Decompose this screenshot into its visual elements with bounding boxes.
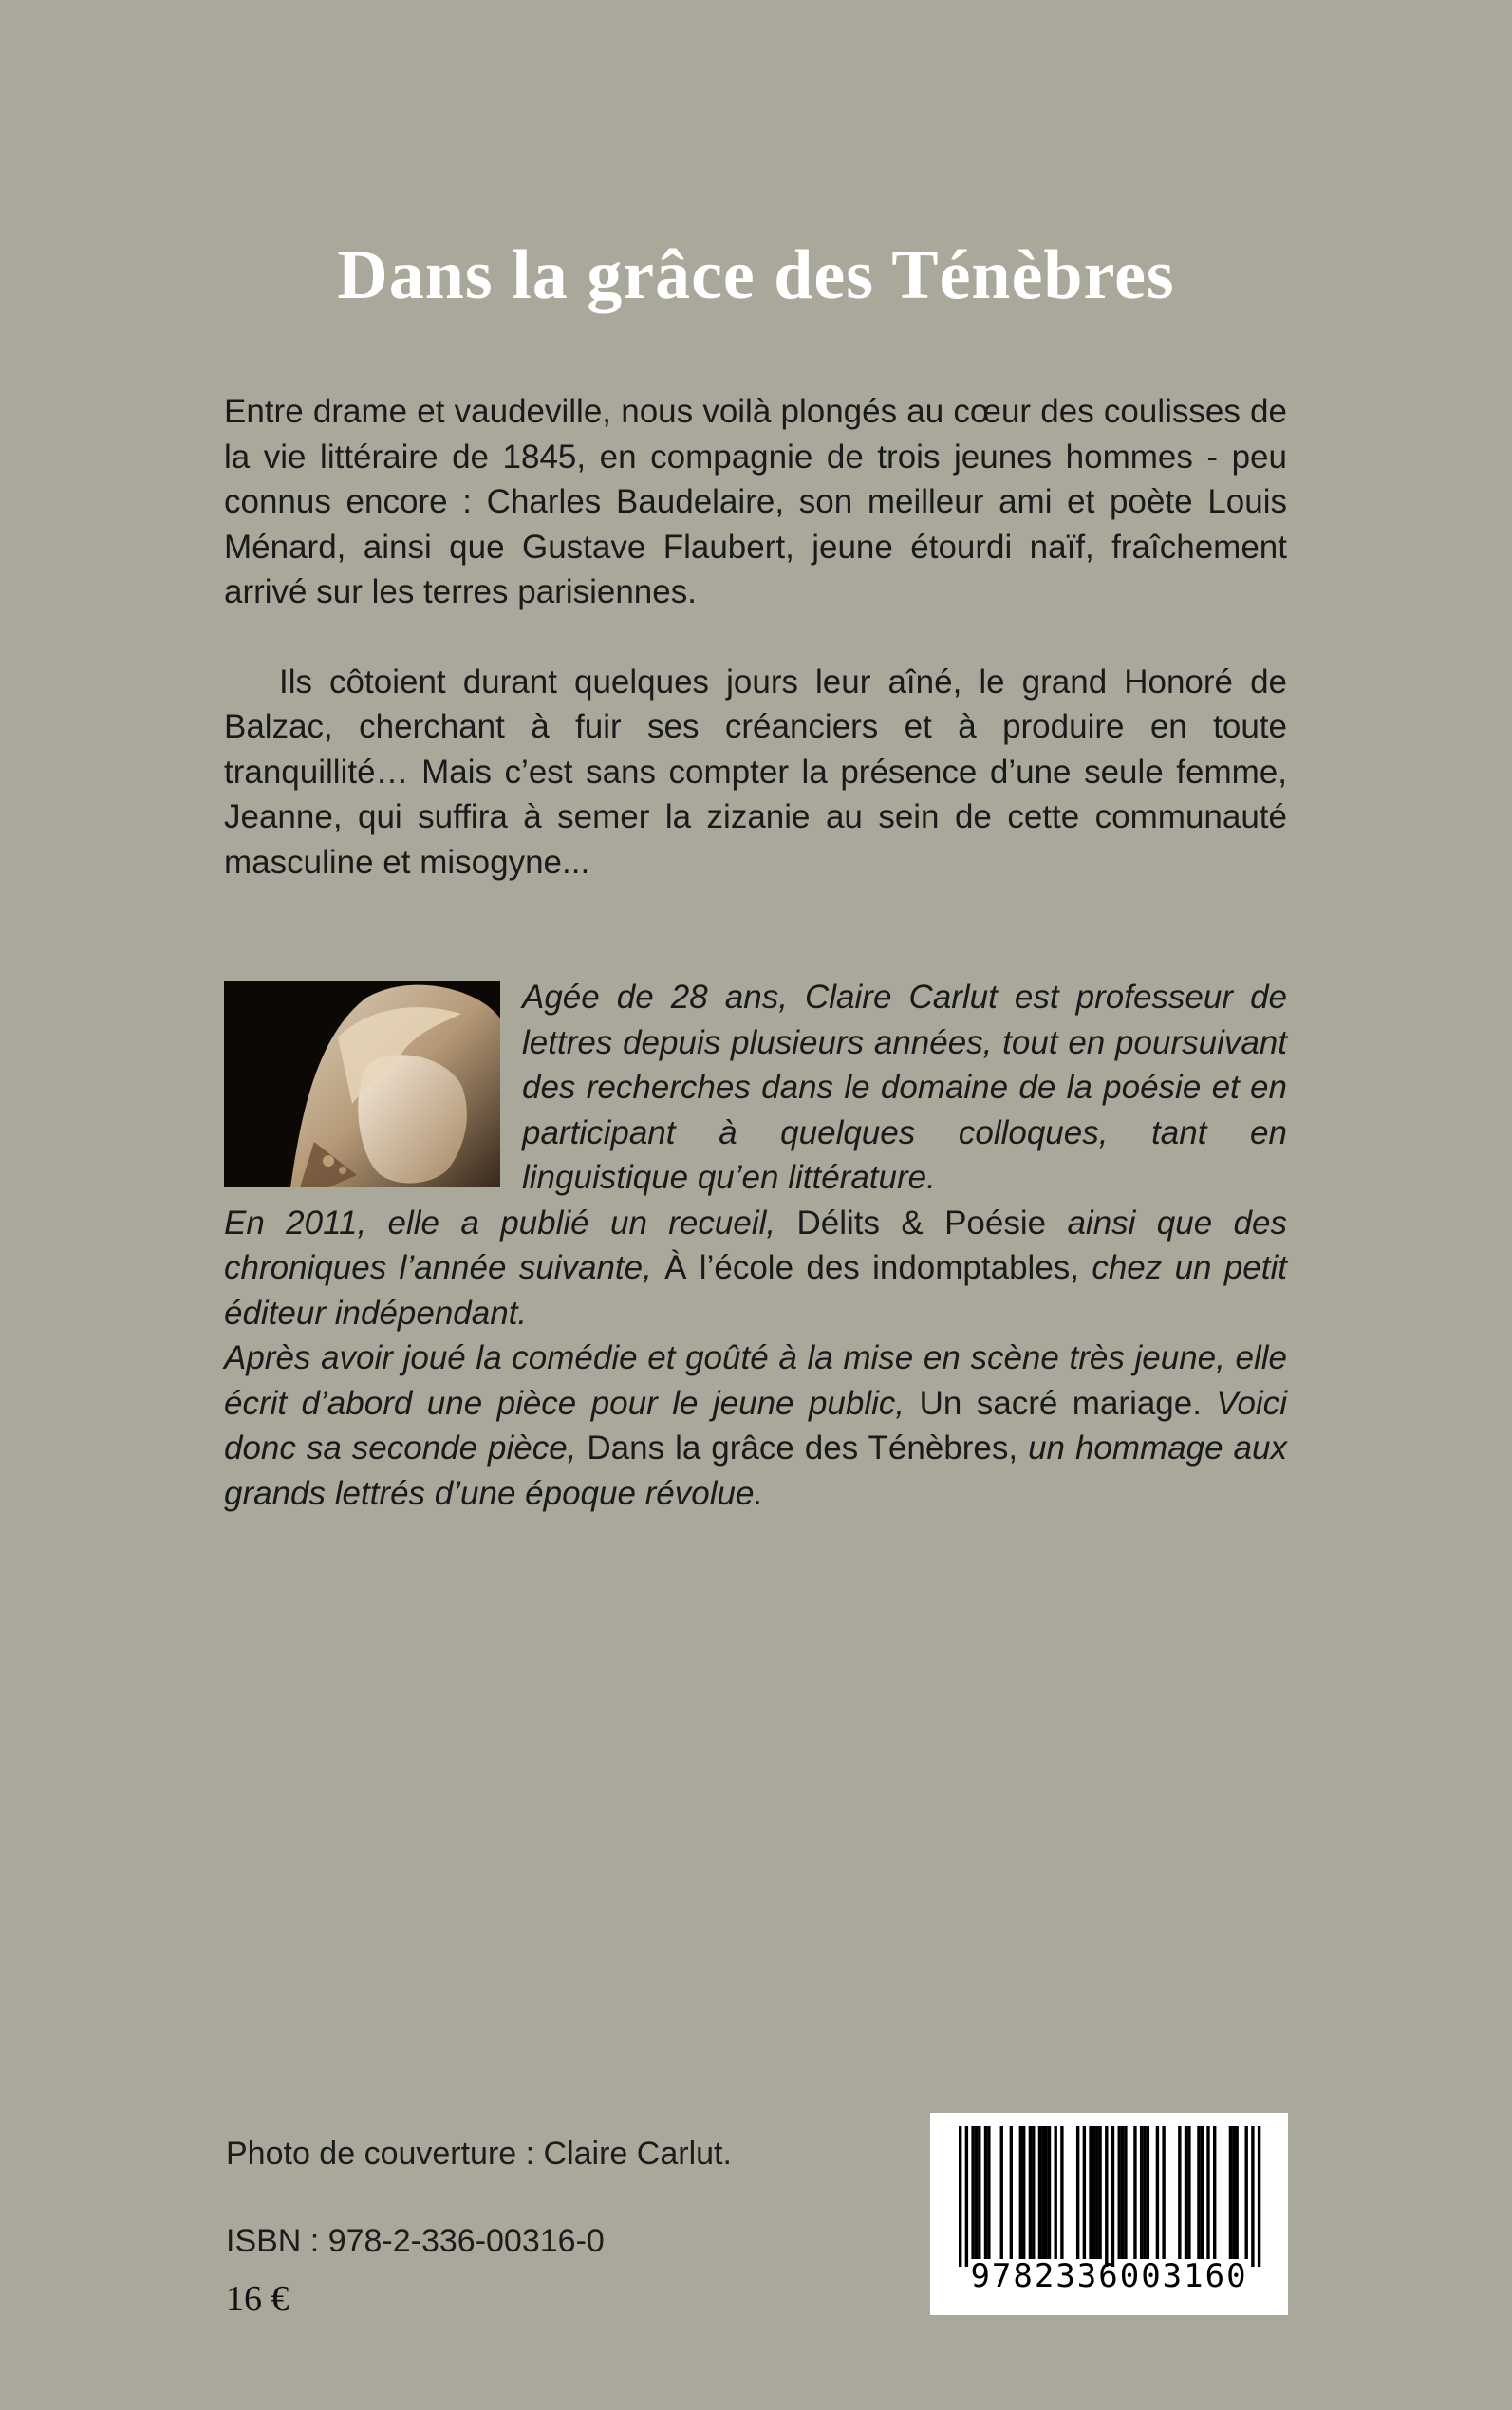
bio-text: chez un petit éditeur indépendant. xyxy=(224,1249,1287,1332)
barcode-bar xyxy=(1105,2126,1108,2267)
barcode-bar xyxy=(971,2126,974,2259)
barcode-bar xyxy=(1162,2126,1165,2259)
barcode-bar xyxy=(987,2126,990,2259)
barcode-bar xyxy=(984,2126,987,2259)
barcode-bar xyxy=(1197,2126,1200,2259)
barcode-bar xyxy=(1258,2126,1260,2267)
barcode-bar xyxy=(1133,2126,1136,2259)
price: 16 € xyxy=(226,2279,289,2319)
barcode-bar xyxy=(1032,2126,1035,2259)
photo-credit: Photo de couverture : Claire Carlut. xyxy=(226,2136,732,2172)
barcode-bar xyxy=(1147,2126,1149,2259)
barcode-bar xyxy=(1232,2126,1235,2259)
bio-text: ainsi que des chroniques l’année suivante, xyxy=(224,1204,1287,1286)
barcode-bar xyxy=(1055,2126,1057,2259)
barcode-bar xyxy=(1121,2126,1124,2259)
barcode-bar xyxy=(1076,2126,1079,2259)
barcode-bar xyxy=(1060,2126,1063,2259)
barcode-bar xyxy=(1143,2126,1146,2259)
barcode-bar xyxy=(1041,2126,1044,2259)
barcode-bar xyxy=(975,2126,978,2259)
barcode-bar xyxy=(1022,2126,1025,2259)
bio-text: Voici donc sa seconde pièce, xyxy=(224,1384,1287,1467)
barcode-bar xyxy=(1201,2126,1204,2259)
barcode-bar xyxy=(1178,2126,1181,2259)
bio-paragraph-2 xyxy=(224,1201,1287,1336)
barcode-bar xyxy=(1098,2126,1101,2259)
barcode-bar xyxy=(1229,2126,1232,2259)
barcode-bar xyxy=(1213,2126,1216,2259)
synopsis xyxy=(224,389,1287,885)
barcode xyxy=(930,2113,1288,2315)
book-title-reference: Un sacré mariage. xyxy=(905,1384,1217,1422)
bio-text: En 2011, elle a publié un recueil, xyxy=(224,1204,776,1242)
barcode-bar xyxy=(1156,2126,1159,2259)
barcode-bar xyxy=(1111,2126,1114,2267)
book-title: Dans la grâce des Ténèbres xyxy=(337,236,1175,314)
barcode-bar xyxy=(1185,2126,1187,2259)
barcode-bar xyxy=(1124,2126,1127,2259)
barcode-bar xyxy=(1000,2126,1003,2259)
photo-spacer xyxy=(224,975,522,1199)
synopsis-paragraph-1: Entre drame et vaudeville, nous voilà plongés au cœur des coulisses de la vie littéraire de 1845, en compagnie de trois jeunes hommes - peu connus encore : Charles Baudelaire, son meilleur ami et poète Louis Ménard, ainsi que Gustave Flaubert, jeune étourdi naïf, fraîchement arrivé sur les terres parisiennes. xyxy=(224,393,1287,610)
barcode-bar xyxy=(1019,2126,1022,2259)
barcode-bar xyxy=(1089,2126,1092,2259)
barcode-bar xyxy=(959,2126,961,2267)
barcode-bar xyxy=(1044,2126,1047,2259)
barcode-bar xyxy=(1187,2126,1190,2259)
barcode-bar xyxy=(1251,2126,1254,2267)
barcode-digits: 9782336003160 xyxy=(970,2257,1248,2295)
barcode-bar xyxy=(1206,2126,1209,2259)
book-title-reference: Délits & Poésie xyxy=(775,1204,1068,1242)
book-title-reference: Dans la grâce des Ténèbres, xyxy=(576,1429,1029,1467)
barcode-bar xyxy=(1029,2126,1032,2259)
bio-paragraph-3 xyxy=(224,1336,1287,1516)
isbn: ISBN : 978-2-336-00316-0 xyxy=(226,2223,605,2259)
bio-text: Après avoir joué la comédie et goûté à la mise en scène très jeune, elle écrit d’abord une pièce pour le jeune public, xyxy=(224,1339,1287,1422)
barcode-bar xyxy=(1095,2126,1098,2259)
barcode-bar xyxy=(1083,2126,1086,2259)
barcode-bar xyxy=(1235,2126,1238,2259)
author-bio xyxy=(224,975,1287,1516)
bio-text: un hommage aux grands lettrés d’une époque révolue. xyxy=(224,1429,1287,1512)
barcode-bar xyxy=(965,2126,968,2267)
barcode-bar xyxy=(1092,2126,1095,2259)
barcode-bar xyxy=(1010,2126,1013,2259)
barcode-bar xyxy=(1245,2126,1248,2259)
barcode-bar xyxy=(1140,2126,1143,2259)
barcode-bar xyxy=(1048,2126,1051,2259)
book-title-reference: À l’école des indomptables, xyxy=(651,1249,1092,1286)
synopsis-paragraph-2: Ils côtoient durant quelques jours leur aîné, le grand Honoré de Balzac, cherchant à fuir ses créanciers et à produire en toute tranquillité… Mais c’est sans compter la présence d’une seule femme, Jeanne, qui suffira à semer la zizanie au sein de cette communauté masculine et misogyne... xyxy=(224,663,1287,881)
barcode-bar xyxy=(1118,2126,1121,2259)
bio-paragraph-1: Agée de 28 ans, Claire Carlut est professeur de lettres depuis plusieurs années, tout en poursuivant des recherches dans le domaine de la poésie et en participant à quelques colloques, tant en linguistique qu’en littérature. xyxy=(522,979,1287,1196)
barcode-bar xyxy=(978,2126,980,2259)
barcode-bar xyxy=(1038,2126,1041,2259)
